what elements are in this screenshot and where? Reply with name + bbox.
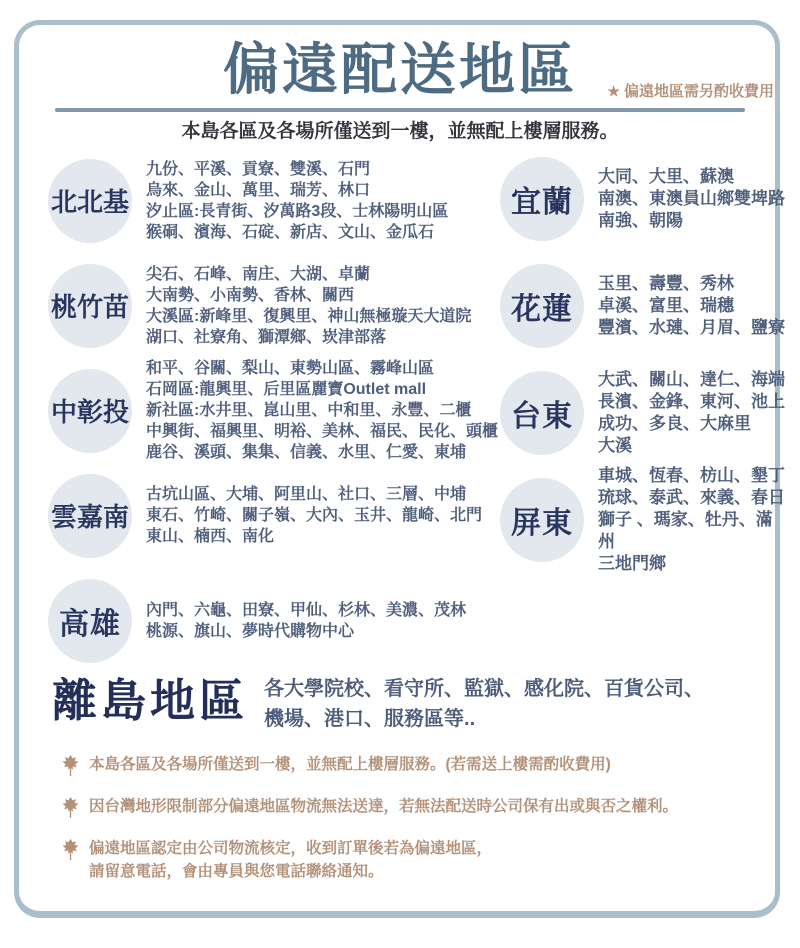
region-line: 大武、關山、達仁、海端 bbox=[598, 369, 785, 389]
outlying-islands-title: 離島地區 bbox=[52, 675, 249, 726]
region-line: 長濱、金鋒、東河、池上 bbox=[598, 391, 785, 411]
outlying-islands-section bbox=[52, 670, 770, 734]
region-badge: 宜蘭 bbox=[500, 157, 584, 241]
region-line: 三地門鄉 bbox=[598, 553, 666, 573]
region-row bbox=[48, 568, 500, 673]
region-line: 烏來、金山、萬里、瑞芳、林口 bbox=[146, 181, 371, 199]
region-row bbox=[500, 252, 788, 359]
region-badge: 高雄 bbox=[48, 579, 132, 663]
region-line: 東山、楠西、南化 bbox=[146, 528, 275, 545]
region-row bbox=[48, 463, 500, 568]
region-line: 東石、竹崎、關子嶺、大內、玉井、龍崎、北門 bbox=[146, 507, 483, 524]
regions-left-column bbox=[48, 148, 500, 673]
region-line: 大同、大里、蘇澳 bbox=[598, 166, 734, 186]
region-lines bbox=[146, 484, 482, 547]
region-row bbox=[48, 148, 500, 253]
region-row bbox=[500, 359, 788, 466]
region-line: 猴硐、濱海、石碇、新店、文山、金瓜石 bbox=[146, 223, 435, 241]
note-item bbox=[62, 753, 762, 777]
note-line: 本島各區及各場所僅送到一樓，並無配上樓層服務。(若需送上樓需酌收費用) bbox=[89, 756, 611, 773]
region-badge: 桃竹苗 bbox=[48, 264, 132, 348]
note-lines bbox=[89, 753, 611, 776]
region-line: 南強、朝陽 bbox=[598, 210, 683, 230]
region-line: 南澳、東澳員山鄉雙埤路 bbox=[598, 188, 785, 208]
page-title: 偏遠配送地區 bbox=[223, 38, 577, 101]
outlying-islands-description bbox=[264, 670, 704, 734]
region-line: 湖口、社寮角、獅潭鄉、崁津部落 bbox=[146, 328, 387, 346]
region-row bbox=[500, 466, 788, 573]
surcharge-note-text: 偏遠地區需另酌收費用 bbox=[623, 83, 774, 100]
region-line: 大南勢、小南勢、香林、關西 bbox=[146, 286, 355, 304]
region-row bbox=[500, 145, 788, 252]
region-lines bbox=[146, 600, 466, 642]
region-lines bbox=[598, 465, 788, 575]
region-badge: 屏東 bbox=[500, 478, 584, 562]
region-line: 尖石、石峰、南庄、大湖、卓蘭 bbox=[146, 265, 371, 283]
region-line: 大溪 bbox=[598, 435, 632, 455]
region-line: 汐止區:長青街、汐萬路3段、士林陽明山區 bbox=[146, 202, 449, 220]
outlying-line: 機場、港口、服務區等.. bbox=[264, 708, 476, 730]
region-lines bbox=[598, 166, 785, 232]
region-badge: 花蓮 bbox=[500, 264, 584, 348]
region-line: 石岡區:龍興里、后里區麗寶Outlet mall bbox=[146, 381, 427, 398]
region-line: 成功、多良、大麻里 bbox=[598, 413, 751, 433]
region-line: 卓溪、富里、瑞穗 bbox=[598, 295, 734, 315]
region-lines bbox=[598, 273, 785, 339]
region-row bbox=[48, 358, 500, 463]
region-line: 琉球、泰武、來義、春日 bbox=[598, 487, 785, 507]
region-line: 車城、恆春、枋山、墾丁 bbox=[598, 465, 785, 485]
region-lines bbox=[146, 264, 471, 348]
region-lines bbox=[146, 159, 448, 243]
region-line: 九份、平溪、貢寮、雙溪、石門 bbox=[146, 160, 371, 178]
note-lines bbox=[89, 837, 492, 883]
note-lines bbox=[89, 795, 678, 818]
outlying-line: 各大學院校、看守所、監獄、感化院、百貨公司、 bbox=[264, 678, 705, 700]
leaf-icon bbox=[62, 754, 79, 777]
region-lines bbox=[598, 369, 785, 457]
region-badge: 北北基 bbox=[48, 159, 132, 243]
region-lines bbox=[146, 358, 498, 463]
leaf-icon bbox=[62, 838, 79, 861]
region-line: 內門、六龜、田寮、甲仙、杉林、美濃、茂林 bbox=[146, 601, 467, 619]
regions-right-column bbox=[500, 145, 788, 573]
star-icon: ★ bbox=[607, 82, 620, 99]
region-line: 大溪區:新峰里、復興里、神山無極璇天大道院 bbox=[146, 307, 472, 325]
region-line: 中興街、福興里、明裕、美林、福民、民化、頭櫃 bbox=[146, 423, 499, 440]
page-subtitle: 本島各區及各場所僅送到一樓，並無配上樓層服務。 bbox=[181, 121, 619, 142]
leaf-icon bbox=[62, 796, 79, 819]
region-row bbox=[48, 253, 500, 358]
note-line: 因台灣地形限制部分偏遠地區物流無法送達，若無法配送時公司保有出或與否之權利。 bbox=[89, 798, 679, 815]
region-badge: 中彰投 bbox=[48, 369, 132, 453]
region-line: 和平、谷關、梨山、東勢山區、霧峰山區 bbox=[146, 360, 435, 377]
title-divider bbox=[55, 108, 745, 112]
region-line: 鹿谷、溪頭、集集、信義、水里、仁愛、東埔 bbox=[146, 444, 467, 461]
region-badge: 雲嘉南 bbox=[48, 474, 132, 558]
region-line: 古坑山區、大埔、阿里山、社口、三層、中埔 bbox=[146, 486, 467, 503]
region-line: 豐濱、水璉、月眉、鹽寮 bbox=[598, 317, 785, 337]
footer-notes bbox=[62, 753, 762, 883]
surcharge-note bbox=[607, 80, 774, 101]
note-line: 偏遠地區認定由公司物流核定，收到訂單後若為偏遠地區， bbox=[89, 840, 493, 857]
region-line: 新社區:水井里、崑山里、中和里、永豐、二櫃 bbox=[146, 402, 472, 419]
region-line: 桃源、旗山、夢時代購物中心 bbox=[146, 622, 355, 640]
note-item bbox=[62, 837, 762, 883]
note-item bbox=[62, 795, 762, 819]
note-line: 請留意電話，會由專員與您電話聯絡通知。 bbox=[89, 863, 384, 880]
region-line: 玉里、壽豐、秀林 bbox=[598, 273, 734, 293]
region-badge: 台東 bbox=[500, 371, 584, 455]
region-line: 獅子 、瑪家、牡丹、滿州 bbox=[598, 509, 773, 551]
